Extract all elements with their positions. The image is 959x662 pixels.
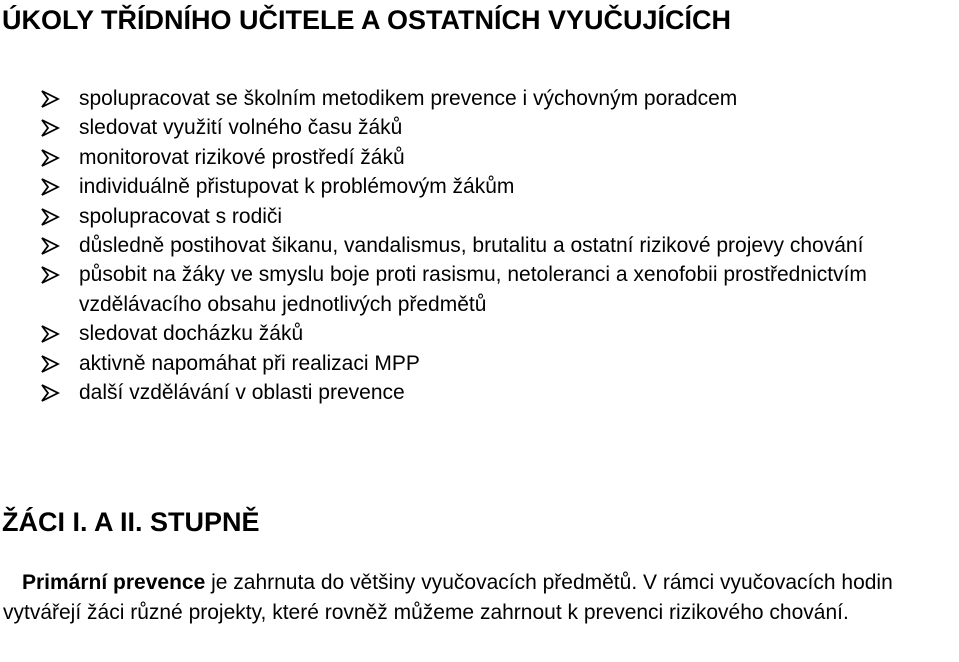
- arrowhead-bullet-icon: [40, 177, 60, 197]
- list-item-text: důsledně postihovat šikanu, vandalismus, brutalitu a ostatní rizikové projevy chování: [79, 234, 864, 258]
- list-item: [0, 319, 959, 348]
- list-item: [0, 84, 959, 113]
- list-item-text: individuálně přistupovat k problémovým žákům: [79, 175, 515, 199]
- list-item: [0, 260, 959, 319]
- list-item: [0, 231, 959, 260]
- paragraph-bold-lead: Primární prevence: [22, 571, 206, 594]
- teacher-tasks-list: [0, 84, 959, 407]
- list-item-text: spolupracovat s rodiči: [79, 204, 283, 228]
- list-item: [0, 378, 959, 407]
- list-item-text: spolupracovat se školním metodikem prevence i výchovným poradcem: [79, 87, 738, 110]
- arrowhead-bullet-icon: [40, 207, 60, 227]
- arrowhead-bullet-icon: [40, 118, 60, 138]
- page-heading: ÚKOLY TŘÍDNÍHO UČITELE A OSTATNÍCH VYUČUJÍCÍCH: [2, 5, 732, 35]
- arrowhead-bullet-icon: [40, 354, 60, 374]
- section-heading: ŽÁCI I. A II. STUPNĚ: [2, 507, 260, 537]
- arrowhead-bullet-icon: [40, 148, 60, 168]
- list-item-text: působit na žáky ve smyslu boje proti rasismu, netoleranci a xenofobii prostřednictvím vzdělávacího obsahu jednotlivých předmětů: [79, 263, 867, 316]
- arrowhead-bullet-icon: [40, 383, 60, 403]
- list-item-text: aktivně napomáhat při realizaci MPP: [79, 351, 420, 375]
- list-item-text: sledovat docházku žáků: [79, 322, 304, 346]
- list-item-text: další vzdělávání v oblasti prevence: [79, 381, 405, 405]
- list-item: [0, 113, 959, 142]
- list-item-text: sledovat využití volného času žáků: [79, 116, 403, 140]
- arrowhead-bullet-icon: [40, 324, 60, 344]
- list-item: [0, 172, 959, 201]
- list-item-text: monitorovat rizikové prostředí žáků: [79, 145, 405, 169]
- list-item: [0, 349, 959, 378]
- arrowhead-bullet-icon: [40, 265, 60, 285]
- paragraph-text: je zahrnuta do většiny vyučovacích předmětů. V rámci vyučovacích hodin vytvářejí žáci různé projekty, které rovněž můžeme zahrnout k prevenci rizikového chování.: [3, 571, 893, 624]
- list-item: [0, 202, 959, 231]
- list-item: [0, 143, 959, 172]
- arrowhead-bullet-icon: [40, 89, 60, 109]
- arrowhead-bullet-icon: [40, 236, 60, 256]
- primary-prevention-paragraph: [3, 568, 953, 628]
